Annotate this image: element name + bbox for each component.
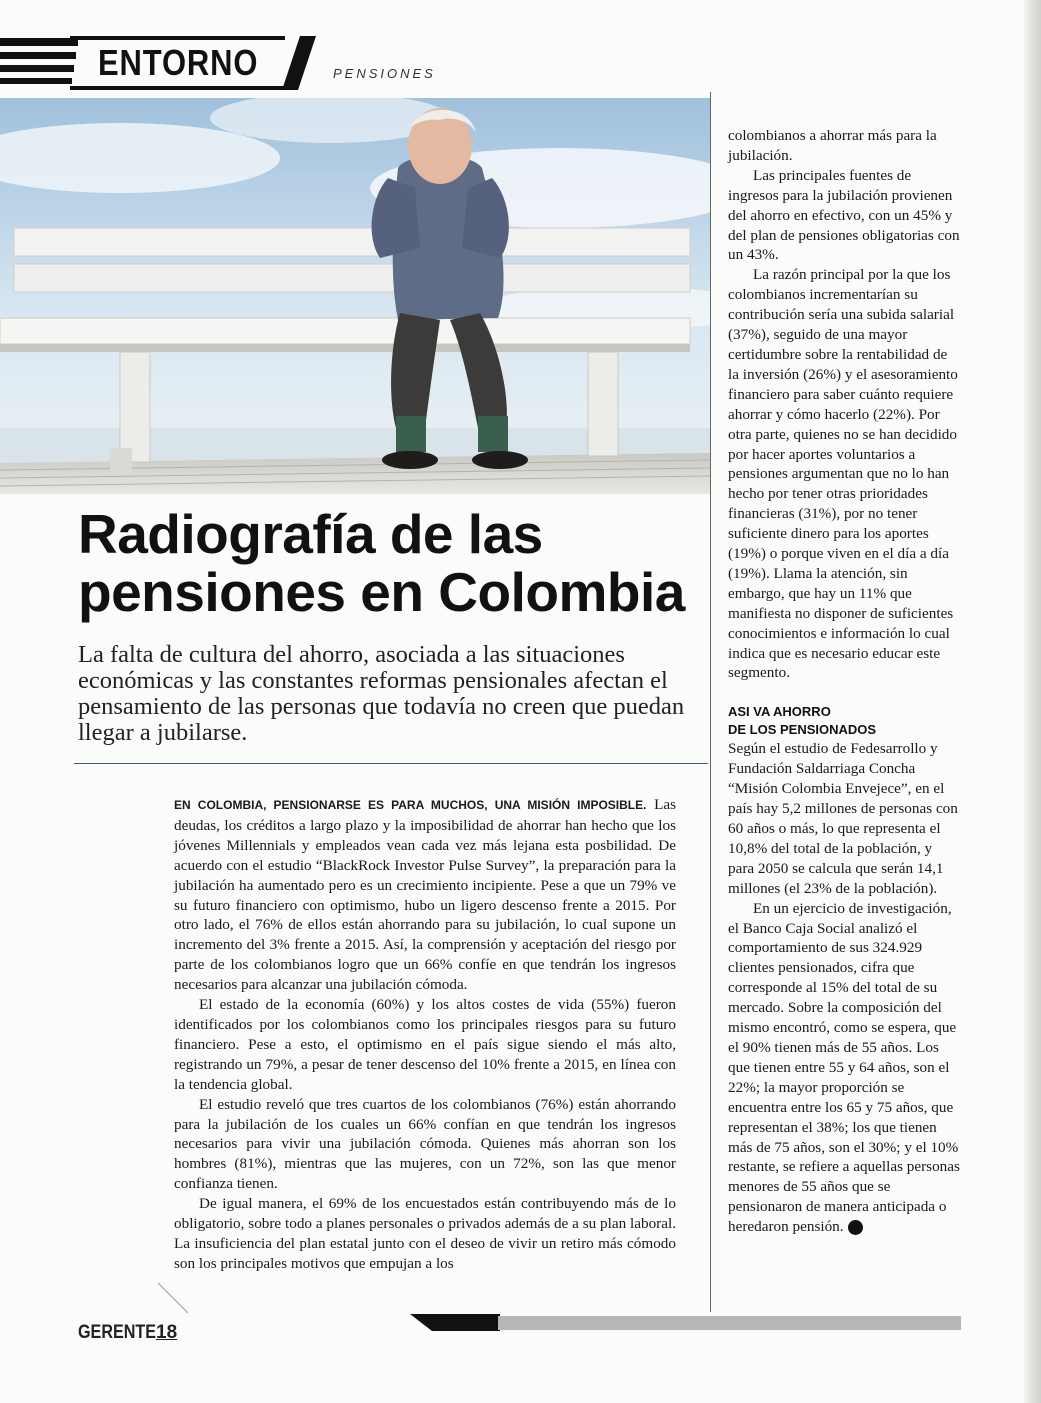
lead-in: EN COLOMBIA, PENSIONARSE ES PARA MUCHOS, UNA MISIÓN IMPOSIBLE. [174, 798, 647, 812]
body-column [174, 795, 676, 1274]
subhead-line-1: ASI VA AHORRO [728, 704, 831, 720]
title-line-2: pensiones en Colombia [78, 561, 685, 623]
header-slash-mark [282, 36, 316, 90]
right-column [728, 126, 960, 1237]
body-paragraph: En un ejercicio de investigación, el Banco Caja Social analizó el comportamiento de sus 324.929 clientes pensionados, cifra que corresponde al 15% del total de su mercado. Sobre la composición del mismo encontró, como se espera, que el 90% tienen más de 55 años. Los que tienen entre 55 y 64 años, son el 22%; la mayor proporción se encuentra entre los 65 y 75 años, que representan el 38%; los que tienen más de 75 años, son el 30%; y el 10% restante, se refiere a aquellas personas menores de 55 años que se pensionaron de manera anticipada o heredaron pensión. G [728, 899, 960, 1236]
end-mark-icon: G [848, 1220, 863, 1235]
footer-black-bar [410, 1314, 500, 1331]
subhead-line-2: DE LOS PENSIONADOS [728, 722, 877, 738]
body-paragraph: Según el estudio de Fedesarrollo y Fundación Saldarriaga Concha “Misión Colombia Envejece”, en el país hay 5,2 millones de personas con 60 años o más, lo que representa el 10,8% del total de la población, y para 2050 se calcula que serán 14,1 millones (el 23% de la población). [728, 740, 958, 897]
magazine-name: GERENTE [78, 1322, 157, 1343]
body-paragraph: El estado de la economía (60%) y los altos costes de vida (55%) fueron identificados por los colombianos como los principales riesgos para su futuro financiero. Pese a esto, el optimismo en el país sigue siendo el más alto, registrando un 79%, a pesar de tener descenso del 10% frente a 2015, en línea con la tendencia global. [174, 996, 676, 1093]
title-line-1: Radiografía de las [78, 503, 543, 565]
footer-grey-bar [498, 1316, 961, 1330]
header-stripes [0, 36, 80, 90]
body-paragraph: colombianos a ahorrar más para la jubilación. [728, 127, 937, 164]
deck-rule [74, 763, 708, 764]
body-paragraph: El estudio reveló que tres cuartos de los colombianos (76%) están ahorrando para la jubilación de los cuales un 66% confían en que tendrán los ingresos necesarios para vivir una jubilación cómoda. Quienes más ahorran son los hombres (81%), mientras que las mujeres, con un 72%, son las que menor confianza tienen. [174, 1095, 676, 1193]
page-number: 18 [156, 1322, 178, 1343]
subsection-label: PENSIONES [333, 66, 436, 81]
section-subhead [728, 703, 960, 739]
corner-decoration [158, 1283, 188, 1313]
page-edge-shadow [1024, 0, 1041, 1403]
body-paragraph: Las principales fuentes de ingresos para la jubilación provienen del ahorro en efectivo, con un 45% y del plan de pensiones obligatorias con un 43%. [728, 166, 960, 264]
article-deck: La falta de cultura del ahorro, asociada a las situaciones económicas y las constantes reformas pensionales afectan el pensamiento de las personas que todavía no creen que puedan llegar a jubilarse. [78, 641, 685, 746]
body-paragraph: La razón principal por la que los colombianos incrementarían su contribución sería una subida salarial (37%), seguido de una mayor certidumbre sobre la rentabilidad de la inversión (26%) y el asesoramiento financiero para saber cuánto requiere ahorrar y cómo hacerlo (22%). Por otra parte, quienes no se han decidido por hacer aportes voluntarios a pensiones argumentan que no lo han hecho por tener otras prioridades financieras (31%), por no tener suficiente dinero para los aportes (19%) o porque viven en el día a día (19%). Llama la atención, sin embargo, que hay un 11% que manifiesta no disponer de suficientes conocimientos e información lo cual indica que es necesario educar este segmento. [728, 266, 958, 682]
article-title [78, 505, 703, 621]
body-paragraph: EN COLOMBIA, PENSIONARSE ES PARA MUCHOS, UNA MISIÓN IMPOSIBLE. Las deudas, los créditos a largo plazo y la imposibilidad de ahorrar han hecho que los jóvenes Millennials y empleados vean cada vez más lejana esta posbilidad. De acuerdo con el estudio “BlackRock Investor Pulse Survey”, la preparación para la jubilación ha aumentado pero es un crecimiento incipiente. Pese a que un 79% ve su futuro financiero con optimismo, hubo un ligero descenso frente a 2015. Por otro lado, el 76% de ellos están ahorrando para su jubilación, lo cual supone un incremento del 3% frente a 2015. Así, la comprensión y aceptación del riesgo por parte de los colombianos logro que un 66% confíe en que tendrán los ingresos necesarios para alcanzar una jubilación cómoda. [174, 796, 676, 994]
column-divider [710, 92, 711, 1312]
section-label: ENTORNO [98, 42, 259, 83]
article-photo [0, 98, 710, 494]
body-paragraph: De igual manera, el 69% de los encuestados están contribuyendo más de lo obligatorio, sobre todo a planes personales o privados además de a su plan laboral. La insuficiencia del plan estatal junto con el deseo de vivir un retiro más cómodo son los principales motivos que empujan a los [174, 1195, 676, 1272]
